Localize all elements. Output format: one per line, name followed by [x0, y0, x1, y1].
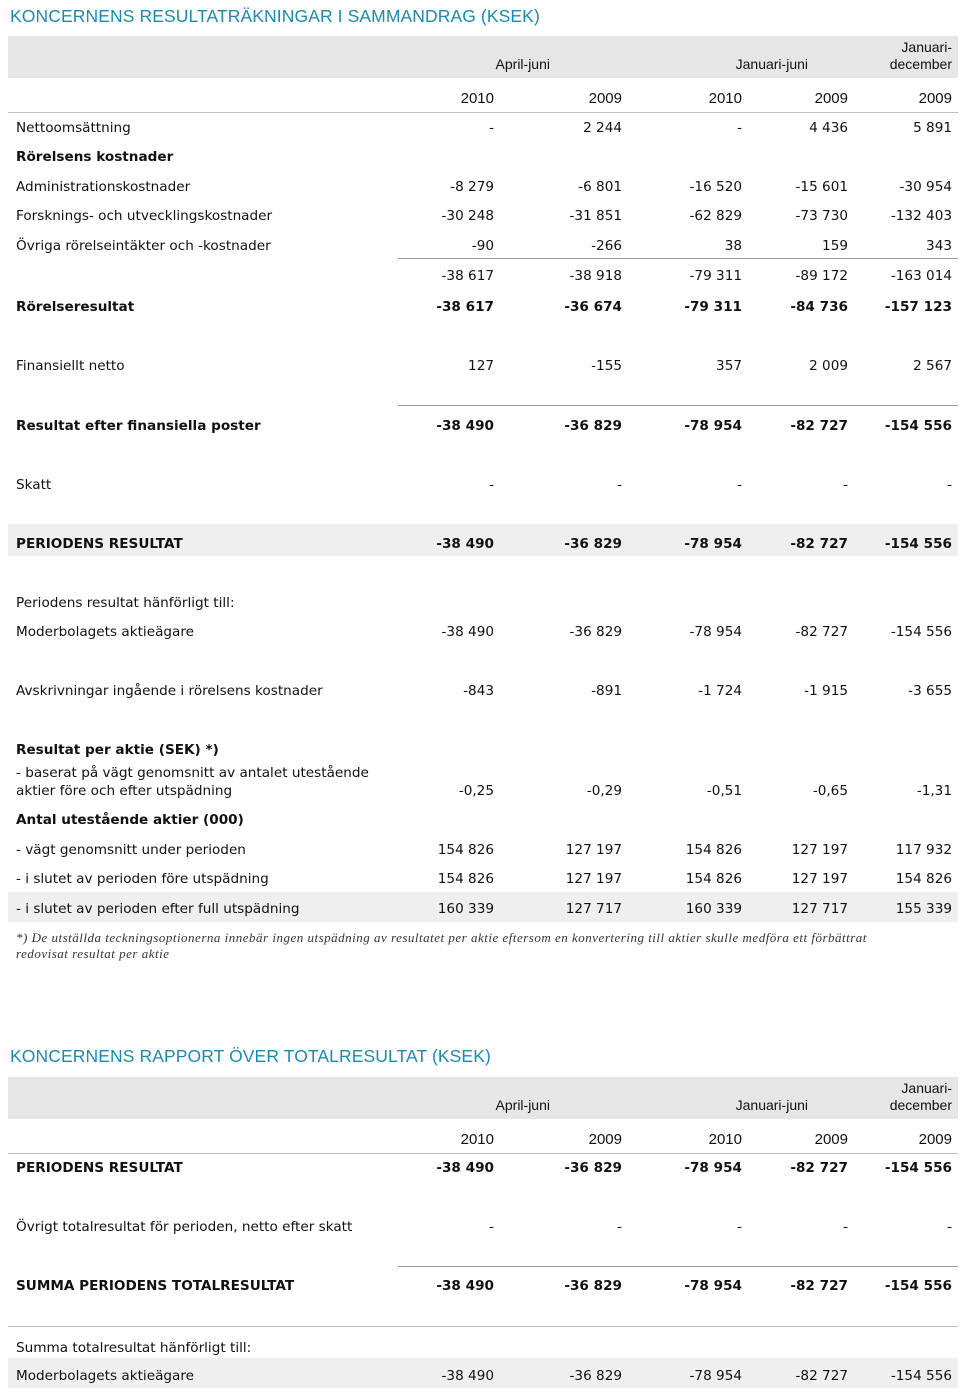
subtotal-rule [398, 258, 958, 259]
table-row: Moderbolagets aktieägare -38 490 -36 829 -78 954 -82 727 -154 556 [16, 624, 952, 640]
table-row: aktier före och efter utspädning -0,25 -0,29 -0,51 -0,65 -1,31 [16, 783, 952, 799]
period-header-jan-dec-line1: Januari- [901, 1080, 952, 1096]
separator [8, 112, 958, 113]
table-row: Antal utestående aktier (000) [16, 812, 244, 828]
table-row: Rörelseresultat -38 617 -36 674 -79 311 -84 736 -157 123 [16, 299, 952, 315]
table-row: Resultat efter finansiella poster -38 490 -36 829 -78 954 -82 727 -154 556 [16, 418, 952, 434]
separator [8, 1326, 958, 1327]
year-header-row: 2010 2009 2010 2009 2009 [460, 90, 952, 107]
period-header-jan-jun: Januari-juni [735, 56, 808, 72]
table-row: - i slutet av perioden före utspädning 154 826 127 197 154 826 127 197 154 826 [16, 871, 952, 887]
table-row: SUMMA PERIODENS TOTALRESULTAT -38 490 -36 829 -78 954 -82 727 -154 556 [16, 1278, 952, 1294]
table-row: Avskrivningar ingående i rörelsens kostnader -843 -891 -1 724 -1 915 -3 655 [16, 683, 952, 699]
table-row: - baserat på vägt genomsnitt av antalet utestående [16, 765, 369, 781]
table-row: - i slutet av perioden efter full utspädning 160 339 127 717 160 339 127 717 155 339 [16, 901, 952, 917]
period-header-apr-jun: April-juni [495, 56, 550, 72]
table-row: Administrationskostnader -8 279 -6 801 -16 520 -15 601 -30 954 [16, 179, 952, 195]
period-header-band [8, 36, 958, 78]
table-row: Periodens resultat hänförligt till: [16, 595, 235, 611]
table-row: Övriga rörelseintäkter och -kostnader -90 -266 38 159 343 [16, 238, 952, 254]
table-row: Moderbolagets aktieägare -38 490 -36 829 -78 954 -82 727 -154 556 [16, 1368, 952, 1384]
table-row: PERIODENS RESULTAT -38 490 -36 829 -78 954 -82 727 -154 556 [16, 1160, 952, 1176]
footnote: *) De utställda teckningsoptionerna innebär ingen utspädning av resultatet per aktie eftersom en konvertering till aktier skulle medföra ett förbättrat redovisat resultat per aktie [16, 930, 867, 961]
period-header-band [8, 1077, 958, 1119]
period-header-jan-jun: Januari-juni [735, 1097, 808, 1113]
period-header-jan-dec-line2: december [889, 56, 952, 72]
table-row-subtotal: -38 617 -38 918 -79 311 -89 172 -163 014 [441, 268, 952, 284]
table-row: Finansiellt netto 127 -155 357 2 009 2 567 [16, 358, 952, 374]
period-header-apr-jun: April-juni [495, 1097, 550, 1113]
table-row: Nettoomsättning - 2 244 - 4 436 5 891 [16, 120, 952, 136]
table-row: Övrigt totalresultat för perioden, netto efter skatt - - - - - [16, 1219, 952, 1235]
period-header-jan-dec-line1: Januari- [901, 39, 952, 55]
table-row: Forsknings- och utvecklingskostnader -30 248 -31 851 -62 829 -73 730 -132 403 [16, 208, 952, 224]
table-row: Resultat per aktie (SEK) *) [16, 742, 219, 758]
table-row: Summa totalresultat hänförligt till: [16, 1340, 252, 1356]
period-header-jan-dec-line2: december [889, 1097, 952, 1113]
table-row: - vägt genomsnitt under perioden 154 826 127 197 154 826 127 197 117 932 [16, 842, 952, 858]
table-row: Rörelsens kostnader [16, 149, 174, 165]
year-header-row: 2010 2009 2010 2009 2009 [460, 1131, 952, 1148]
table-row: Skatt - - - - - [16, 477, 952, 493]
subtotal-rule [398, 405, 958, 406]
section2-title: KONCERNENS RAPPORT ÖVER TOTALRESULTAT (KSEK) [10, 1046, 491, 1066]
subtotal-rule [398, 1266, 958, 1267]
section1-title: KONCERNENS RESULTATRÄKNINGAR I SAMMANDRAG (KSEK) [10, 6, 540, 26]
separator [8, 1153, 958, 1154]
table-row-result: PERIODENS RESULTAT -38 490 -36 829 -78 954 -82 727 -154 556 [16, 536, 952, 552]
